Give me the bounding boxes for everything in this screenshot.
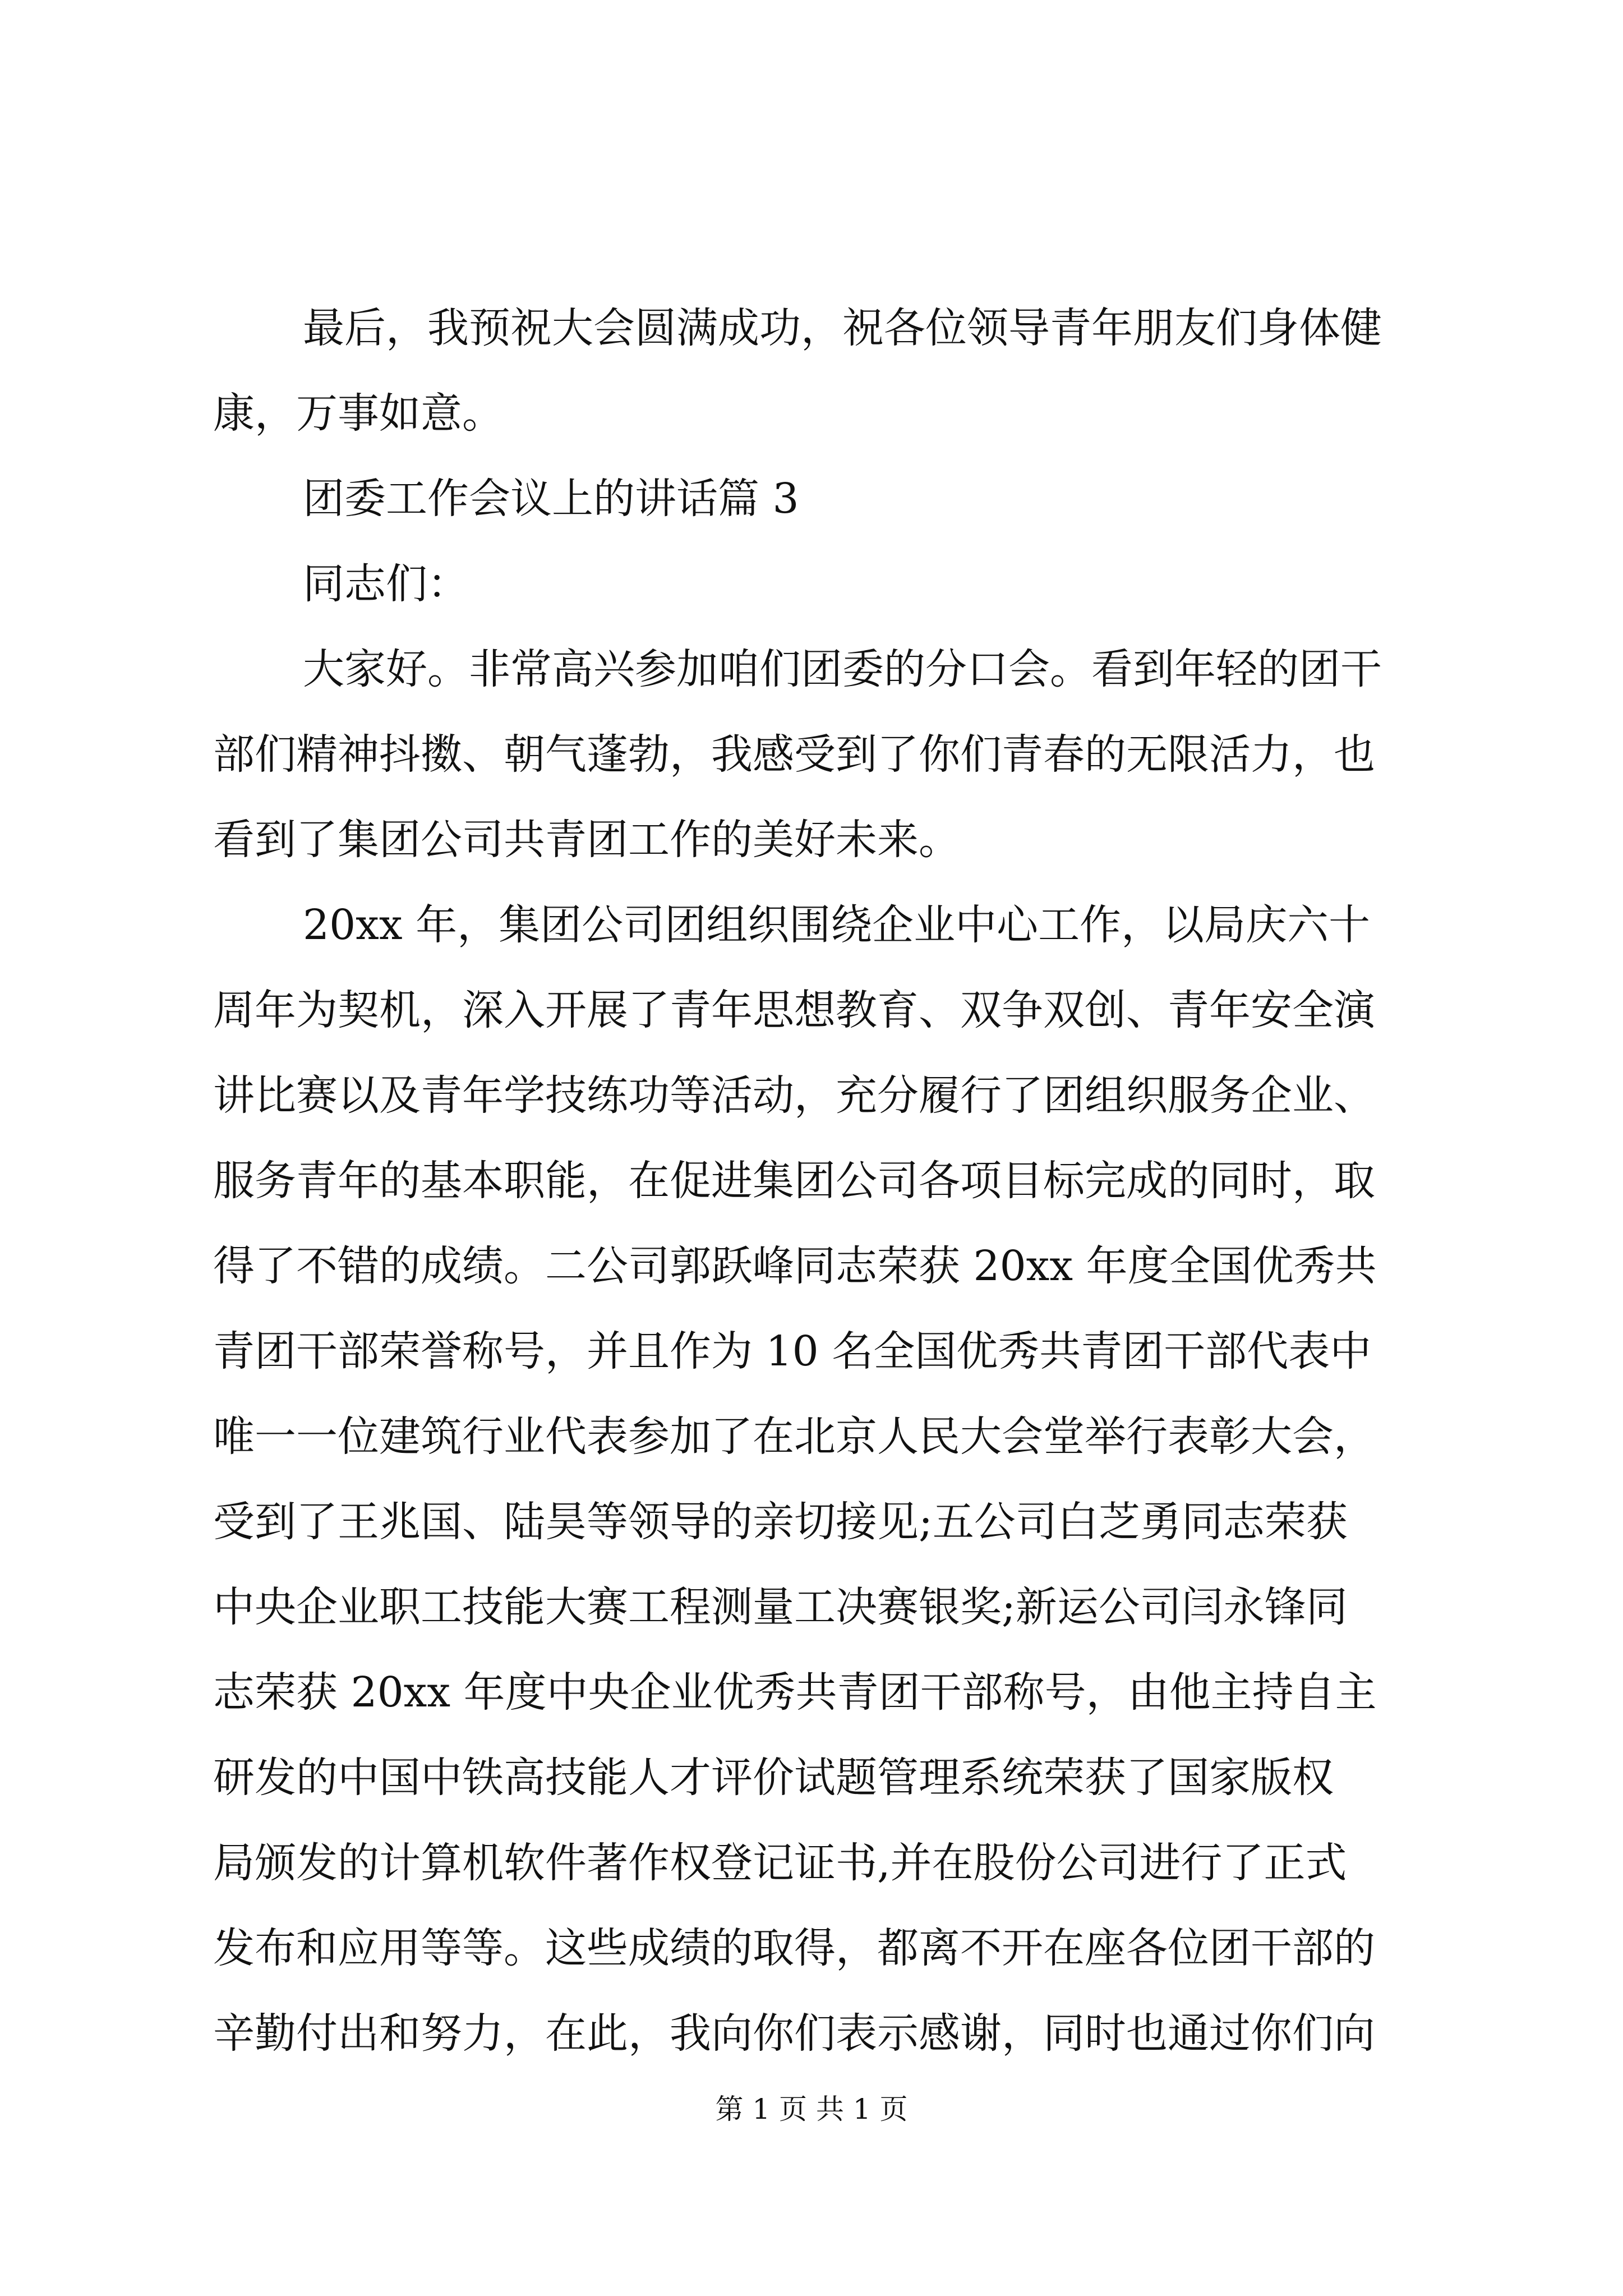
text-line: 局颁发的计算机软件著作权登记证书,并在股份公司进行了正式 (213, 1839, 1347, 1887)
page-number-footer: 第 1 页 共 1 页 (715, 2093, 908, 2125)
text-line: 辛勤付出和努力，在此，我向你们表示感谢，同时也通过你们向 (213, 2009, 1375, 2058)
salutation: 同志们： (303, 560, 469, 608)
text-line: 大家好。非常高兴参加咱们团委的分口会。看到年轻的团干 (303, 645, 1382, 693)
text-line: 中央企业职工技能大赛工程测量工决赛银奖;新运公司闫永锋同 (213, 1583, 1348, 1631)
text-line: 研发的中国中铁高技能人才评价试题管理系统荣获了国家版权 (213, 1754, 1334, 1802)
text-line: 唯一一位建筑行业代表参加了在北京人民大会堂举行表彰大会， (213, 1412, 1375, 1461)
text-line: 部们精神抖擞、朝气蓬勃，我感受到了你们青春的无限活力，也 (213, 730, 1375, 779)
text-line: 20xx 年，集团公司团组织围绕企业中心工作，以局庆六十 (303, 901, 1371, 949)
text-line: 服务青年的基本职能，在促进集团公司各项目标完成的同时，取 (213, 1157, 1375, 1205)
text-line: 周年为契机，深入开展了青年思想教育、双争双创、青年安全演 (213, 986, 1375, 1034)
text-line: 最后，我预祝大会圆满成功，祝各位领导青年朋友们身体健 (303, 304, 1382, 352)
text-line: 志荣获 20xx 年度中央企业优秀共青团干部称号，由他主持自主 (213, 1668, 1377, 1717)
text-line: 发布和应用等等。这些成绩的取得，都离不开在座各位团干部的 (213, 1924, 1375, 1972)
section-heading: 团委工作会议上的讲话篇 3 (303, 475, 799, 523)
text-line: 受到了王兆国、陆昊等领导的亲切接见;五公司白芝勇同志荣获 (213, 1498, 1348, 1546)
text-line: 看到了集团公司共青团工作的美好未来。 (213, 816, 960, 864)
text-line: 得了不错的成绩。二公司郭跃峰同志荣获 20xx 年度全国优秀共 (213, 1242, 1377, 1290)
text-line: 康，万事如意。 (213, 389, 504, 438)
text-line: 青团干部荣誉称号，并且作为 10 名全国优秀共青团干部代表中 (213, 1327, 1372, 1375)
text-line: 讲比赛以及青年学技练功等活动，充分履行了团组织服务企业、 (213, 1071, 1375, 1120)
